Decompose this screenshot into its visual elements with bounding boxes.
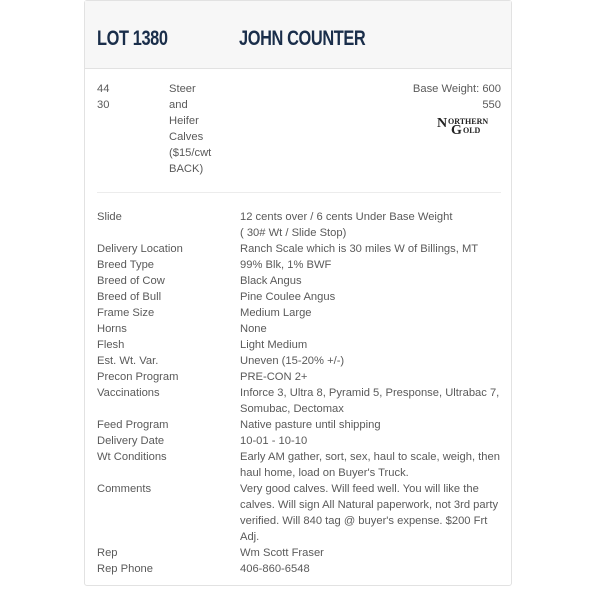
detail-value-line: calves. Will sign All Natural paperwork, not 3rd party — [240, 499, 499, 511]
detail-value-line: 99% Blk, 1% BWF — [240, 259, 332, 271]
detail-value — [240, 209, 505, 241]
detail-value — [240, 369, 505, 385]
head-count: 30 — [97, 99, 110, 111]
detail-label: Delivery Location — [97, 243, 183, 255]
detail-value — [240, 449, 505, 481]
detail-value-line: Adj. — [240, 531, 260, 543]
detail-value — [240, 561, 505, 577]
detail-value-line: Pine Coulee Angus — [240, 291, 336, 303]
detail-value-line: Black Angus — [240, 275, 302, 287]
detail-value — [240, 545, 505, 561]
detail-value — [240, 353, 505, 369]
detail-value-line: ( 30# Wt / Slide Stop) — [240, 227, 347, 239]
detail-label: Comments — [97, 483, 152, 495]
detail-value-line: Light Medium — [240, 339, 308, 351]
detail-value-line: Very good calves. Will feed well. You will like the — [240, 483, 479, 495]
detail-label: Frame Size — [97, 307, 155, 319]
detail-label: Precon Program — [97, 371, 179, 383]
lot-card — [84, 0, 512, 586]
detail-label: Est. Wt. Var. — [97, 355, 159, 367]
detail-label: Feed Program — [97, 419, 169, 431]
detail-value — [240, 289, 505, 305]
detail-label: Delivery Date — [97, 435, 165, 447]
detail-value-line: Early AM gather, sort, sex, haul to scale, weigh, then — [240, 451, 500, 463]
detail-value-line: Inforce 3, Ultra 8, Pyramid 5, Presponse, Ultrabac 7, — [240, 387, 500, 399]
divider — [97, 192, 501, 193]
detail-label: Rep — [97, 547, 118, 559]
lot-header — [85, 1, 511, 69]
base-weight-label: Base Weight: 600 — [412, 83, 501, 95]
base-weights — [355, 81, 501, 113]
description-line: BACK) — [169, 163, 204, 175]
detail-value-line: PRE-CON 2+ — [240, 371, 308, 383]
detail-label: Wt Conditions — [97, 451, 167, 463]
detail-label: Breed of Bull — [97, 291, 162, 303]
head-count: 44 — [97, 83, 110, 95]
description-line: ($15/cwt — [169, 147, 212, 159]
detail-value-line: 10-01 - 10-10 — [240, 435, 308, 447]
logo-text-bottom: OLD — [463, 126, 481, 135]
detail-label: Horns — [97, 323, 127, 335]
detail-value-line: Native pasture until shipping — [240, 419, 381, 431]
detail-value — [240, 321, 505, 337]
detail-value — [240, 481, 505, 545]
detail-label: Slide — [97, 211, 122, 223]
detail-value-line: Somubac, Dectomax — [240, 403, 344, 415]
detail-value — [240, 417, 505, 433]
seller-name: JOHN COUNTER — [239, 27, 366, 50]
detail-label: Flesh — [97, 339, 125, 351]
svg-text:G: G — [451, 123, 462, 137]
detail-value — [240, 337, 505, 353]
detail-value-line: 12 cents over / 6 cents Under Base Weight — [240, 211, 453, 223]
lot-number: LOT 1380 — [97, 27, 168, 50]
detail-value-line: None — [240, 323, 267, 335]
detail-label: Breed of Cow — [97, 275, 165, 287]
northern-gold-logo — [435, 113, 505, 137]
detail-value-line: haul home, load on Buyer's Truck. — [240, 467, 409, 479]
svg-text:N: N — [437, 116, 448, 131]
detail-value — [240, 241, 505, 257]
detail-label: Rep Phone — [97, 563, 153, 575]
detail-value-line: Wm Scott Fraser — [240, 547, 324, 559]
detail-value-line: verified. Will 840 tag @ buyer's expense. $200 Frt — [240, 515, 488, 527]
detail-value-line: Uneven (15-20% +/-) — [240, 355, 345, 367]
lot-description — [169, 81, 229, 177]
detail-value — [240, 305, 505, 321]
logo-text-top: ORTHERN — [448, 117, 489, 126]
head-counts — [97, 81, 109, 113]
description-line: and — [169, 99, 188, 111]
description-line: Calves — [169, 131, 204, 143]
detail-value-line: Medium Large — [240, 307, 312, 319]
detail-value — [240, 433, 505, 449]
detail-label: Breed Type — [97, 259, 155, 271]
description-line: Heifer — [169, 115, 199, 127]
detail-value — [240, 385, 505, 417]
base-weight-second: 550 — [482, 99, 501, 111]
detail-label: Vaccinations — [97, 387, 160, 399]
detail-value-line: 406-860-6548 — [240, 563, 310, 575]
detail-value-line: Ranch Scale which is 30 miles W of Billings, MT — [240, 243, 479, 255]
detail-value — [240, 273, 505, 289]
detail-value — [240, 257, 505, 273]
description-line: Steer — [169, 83, 196, 95]
